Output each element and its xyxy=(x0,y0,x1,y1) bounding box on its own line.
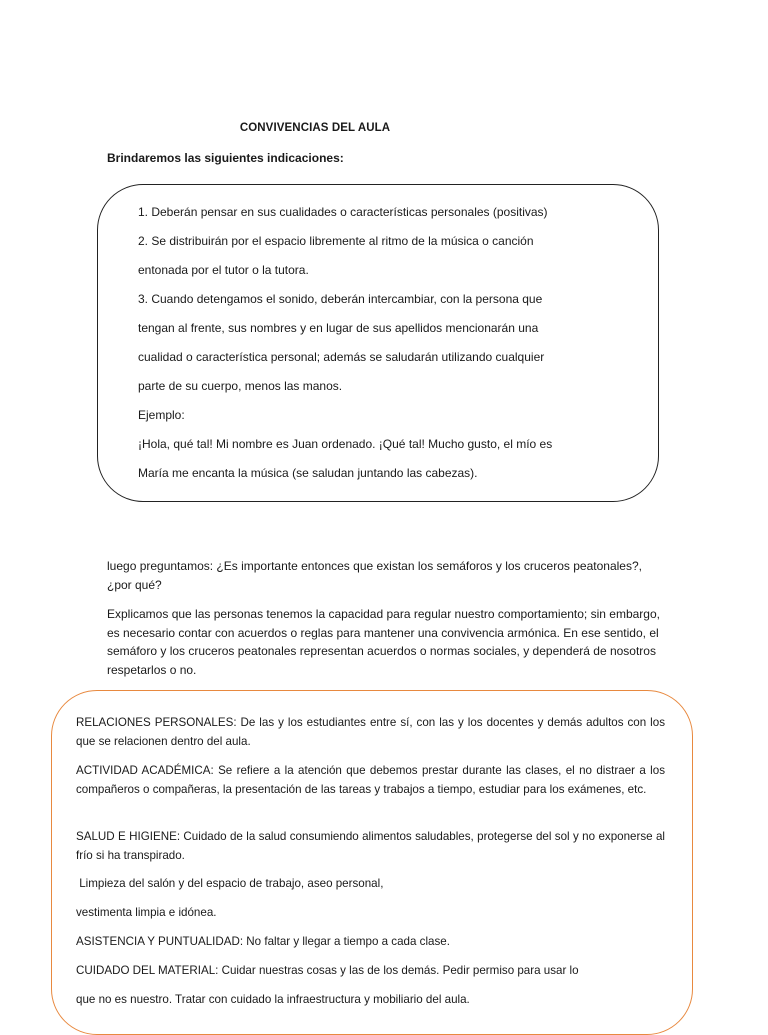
instruction-line: 3. Cuando detengamos el sonido, deberán intercambiar, con la persona que xyxy=(138,292,543,306)
example-line: María me encanta la música (se saludan juntando las cabezas). xyxy=(138,466,478,480)
instructions-box xyxy=(97,184,659,502)
norm-relaciones: RELACIONES PERSONALES: De las y los estudiantes entre sí, con las y los docentes y demás adultos con los que se relacionen dentro del aula. xyxy=(76,716,665,748)
instruction-line: 2. Se distribuirán por el espacio libremente al ritmo de la música o canción xyxy=(138,234,534,248)
page-subtitle: Brindaremos las siguientes indicaciones: xyxy=(107,151,344,165)
norm-salud: SALUD E HIGIENE: Cuidado de la salud consumiendo alimentos saludables, protegerse del sol y no exponerse al frío si ha transpirado. xyxy=(76,830,665,862)
example-line: ¡Hola, qué tal! Mi nombre es Juan ordenado. ¡Qué tal! Mucho gusto, el mío es xyxy=(138,437,553,451)
example-label: Ejemplo: xyxy=(138,408,185,422)
norm-limpieza: Limpieza del salón y del espacio de trabajo, aseo personal, xyxy=(76,877,384,890)
norm-vestimenta: vestimenta limpia e idónea. xyxy=(76,906,217,919)
instruction-line: entonada por el tutor o la tutora. xyxy=(138,263,309,277)
instruction-line: cualidad o característica personal; además se saludarán utilizando cualquier xyxy=(138,350,545,364)
norm-cuidado-1: CUIDADO DEL MATERIAL: Cuidar nuestras cosas y las de los demás. Pedir permiso para usar lo xyxy=(76,964,579,977)
question-paragraph: luego preguntamos: ¿Es importante entonces que existan los semáforos y los cruceros peatonales?, ¿por qué? xyxy=(107,559,642,592)
norm-actividad: ACTIVIDAD ACADÉMICA: Se refiere a la atención que debemos prestar durante las clases, el no distraer a los compañeros o compañeras, la presentación de las tareas y trabajos a tiempo, estudiar para los exámenes, etc. xyxy=(76,764,665,796)
explanation-paragraph: Explicamos que las personas tenemos la capacidad para regular nuestro comportamiento; sin embargo, es necesario contar con acuerdos o reglas para mantener una convivencia armónica. En ese sentido, el semáforo y los cruceros peatonales representan acuerdos o normas sociales, y dependerá de nosotros respetarlos o no. xyxy=(107,607,660,677)
norm-asistencia: ASISTENCIA Y PUNTUALIDAD: No faltar y llegar a tiempo a cada clase. xyxy=(76,935,450,948)
instruction-line: 1. Deberán pensar en sus cualidades o características personales (positivas) xyxy=(138,205,548,219)
instruction-line: tengan al frente, sus nombres y en lugar de sus apellidos mencionarán una xyxy=(138,321,539,335)
norm-cuidado-2: que no es nuestro. Tratar con cuidado la infraestructura y mobiliario del aula. xyxy=(76,993,470,1006)
instruction-line: parte de su cuerpo, menos las manos. xyxy=(138,379,343,393)
page-title: CONVIVENCIAS DEL AULA xyxy=(239,122,391,134)
